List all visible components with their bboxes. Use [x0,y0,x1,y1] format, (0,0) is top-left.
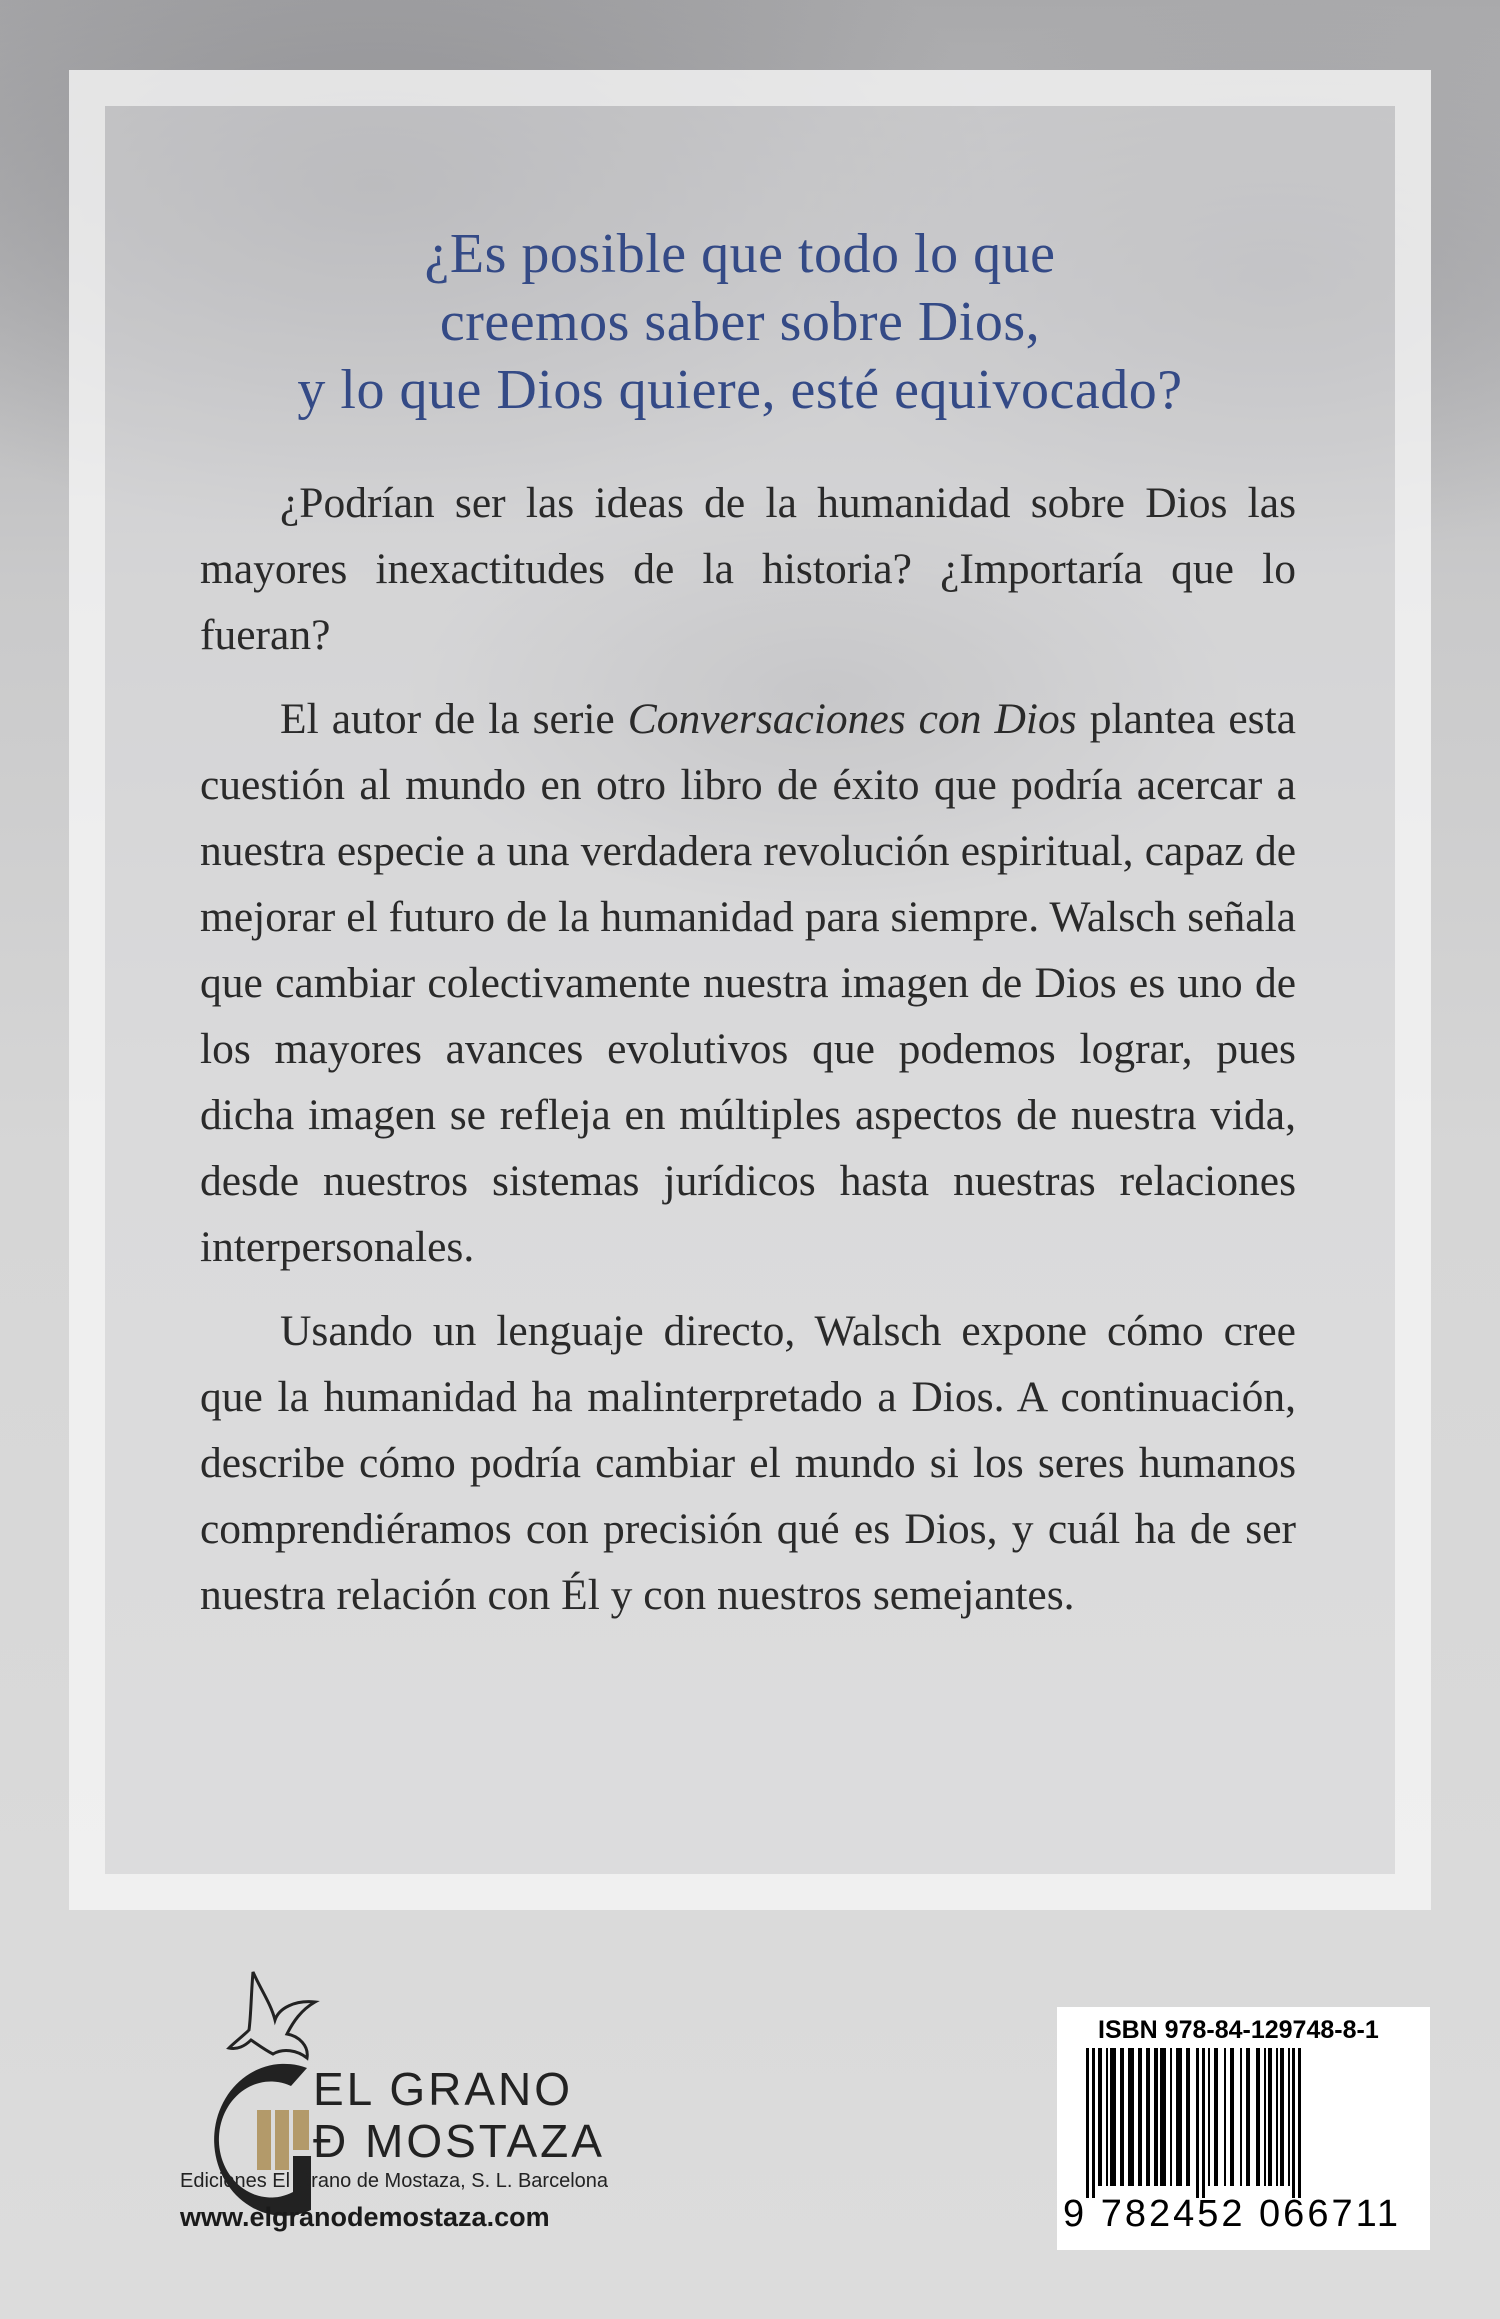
barcode-bar [1086,2048,1089,2198]
logo-g-mark [214,2064,311,2216]
headline-line-1: ¿Es posible que todo lo que [424,223,1056,285]
blurb-paragraph-2-rest: plantea esta cuestión al mundo en otro libro de éxito que podría acercar a nuestra especie a una verdadera revolución espiritual, capaz de mejorar el futuro de la humanidad para siempre. Walsch señala que cambiar colectivamente nuestra imagen de Dios es uno de los mayores avances evolutivos que podemos lograr, pues dicha imagen se refleja en múltiples aspectos de nuestra vida, desde nuestros sistemas jurídicos hasta nuestras relaciones interpersonales. [200,695,1296,1271]
barcode-digits: 9 782452 066711 [1063,2193,1402,2235]
publisher-name-line-1: EL GRANO [313,2063,574,2115]
barcode-bar [1202,2048,1205,2198]
barcode-bar [1268,2048,1272,2186]
headline-line-3: y lo que Dios quiere, esté equivocado? [297,359,1183,421]
barcode-bar [1214,2048,1218,2186]
series-title: Conversaciones con Dios [627,695,1077,743]
blurb-paragraph-2 [200,686,1296,1280]
blurb-paragraph-2-intro: El autor de la serie [280,695,628,743]
barcode-bar [1110,2048,1116,2186]
barcode-bars [1072,2048,1417,2198]
barcode-bar [1288,2048,1290,2186]
barcode-bar [1098,2048,1102,2186]
barcode-bar [1196,2048,1199,2198]
publisher-imprint: Ediciones El Grano de Mostaza, S. L. Barcelona [180,2170,609,2192]
blurb [200,470,1296,1646]
barcode-bar [1280,2048,1284,2186]
blurb-paragraph-1: ¿Podrían ser las ideas de la humanidad sobre Dios las mayores inexactitudes de la historia? ¿Importaría que lo fueran? [200,479,1296,659]
barcode-bar [1092,2048,1095,2198]
barcode-bar [1170,2048,1172,2186]
barcode-bar [1106,2048,1108,2186]
barcode-bar [1146,2048,1150,2186]
barcode-bar [1264,2048,1266,2186]
headline-line-2: creemos saber sobre Dios, [439,291,1041,353]
barcode-bar [1176,2048,1182,2186]
barcode-bar [1128,2048,1134,2186]
barcode-bar [1298,2048,1301,2198]
dove-icon [229,1972,315,2058]
isbn-label: ISBN 978-84-129748-8-1 [1098,2016,1379,2044]
headline [140,220,1340,424]
barcode-bar [1120,2048,1124,2186]
barcode-bar [1208,2048,1210,2186]
barcode-bar [1186,2048,1190,2186]
barcode-bar [1154,2048,1158,2186]
publisher-name-line-2: Đ MOSTAZA [313,2115,605,2167]
barcode-bar [1160,2048,1166,2186]
barcode-bar [1246,2048,1250,2186]
barcode-bar [1224,2048,1226,2186]
barcode-bar [1256,2048,1260,2186]
barcode-bar [1292,2048,1295,2198]
barcode-bar [1230,2048,1234,2186]
blurb-paragraph-3: Usando un lenguaje directo, Walsch expone cómo cree que la humanidad ha malinterpretado a Dios. A continuación, describe cómo podría cambiar el mundo si los seres humanos comprendiéramos con precisión qué es Dios, y cuál ha de ser nuestra relación con Él y con nuestros semejantes. [200,1307,1296,1619]
barcode-bar [1276,2048,1278,2186]
barcode-bar [1138,2048,1142,2186]
barcode-bar [1240,2048,1242,2186]
publisher-name [313,2063,605,2167]
publisher-website: www.elgranodemostaza.com [180,2202,550,2232]
